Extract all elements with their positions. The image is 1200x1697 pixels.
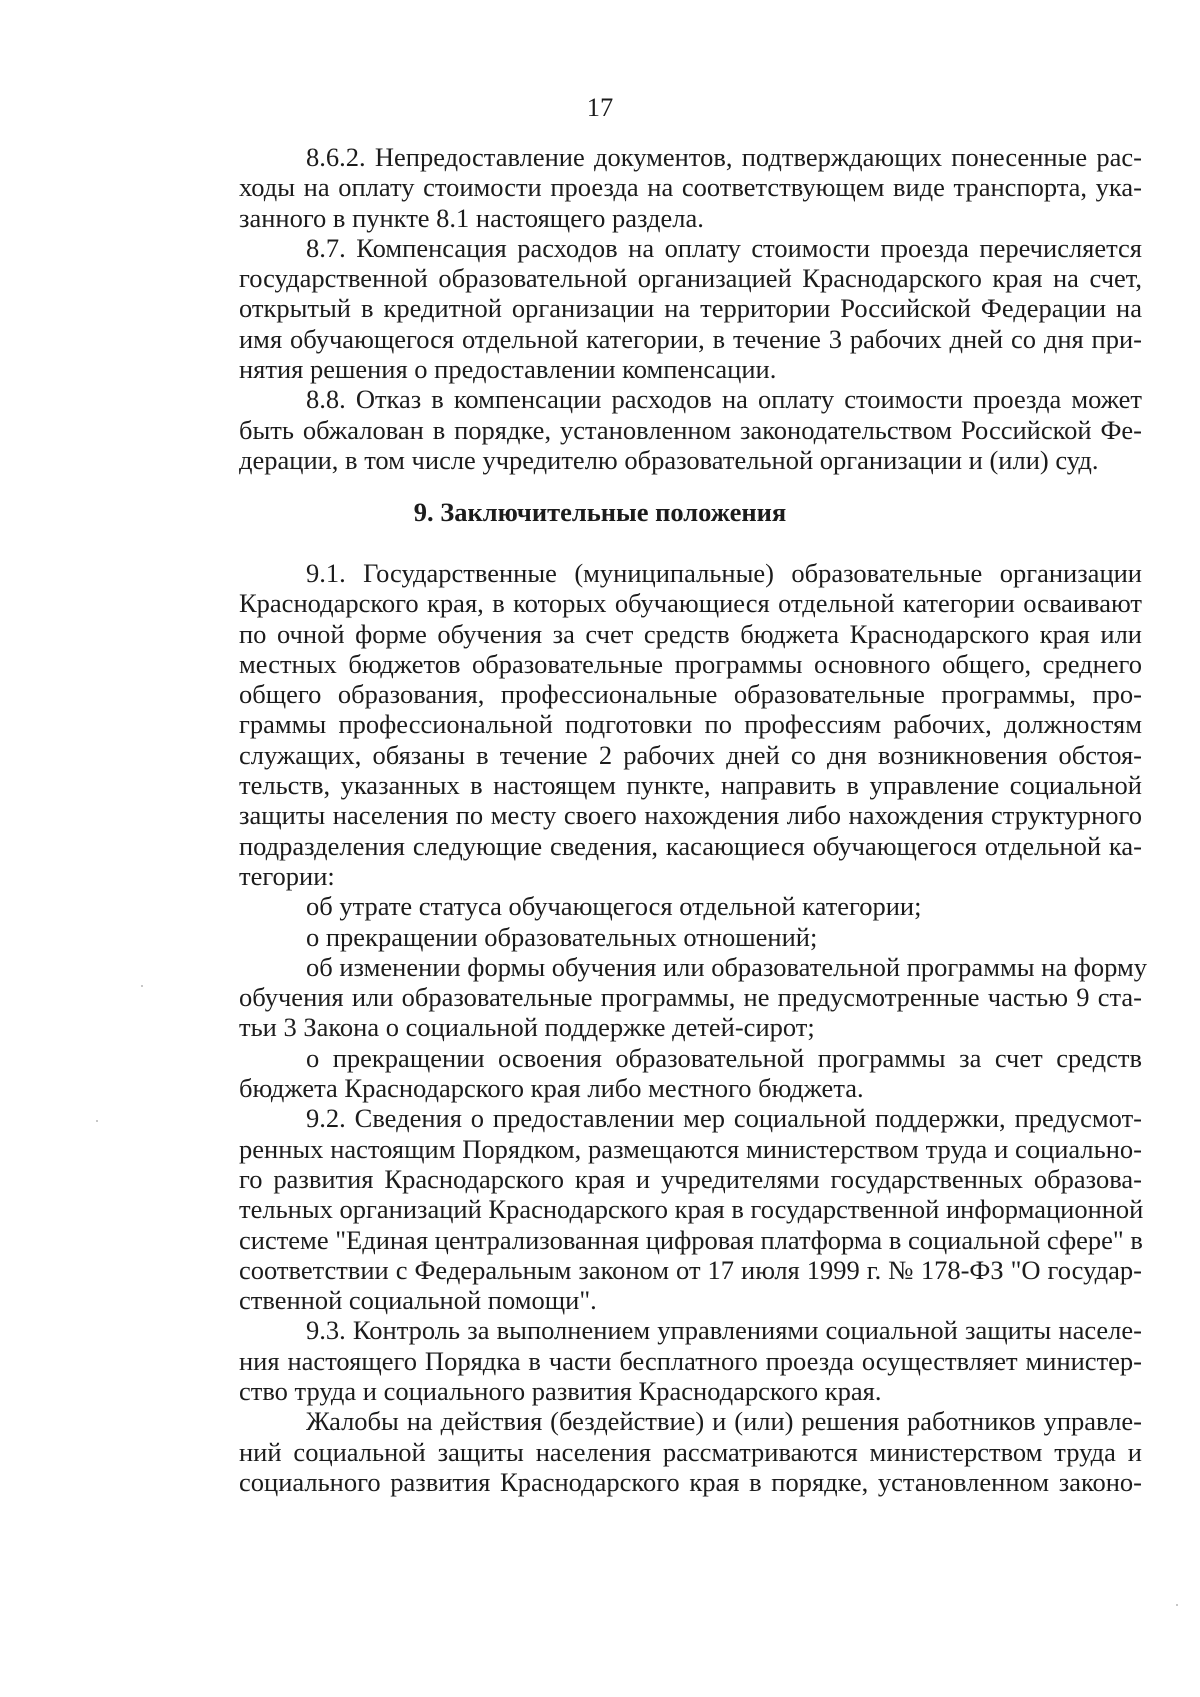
text-line: ний социальной защиты населения рассматриваются министерством труда и xyxy=(239,1436,1142,1467)
paragraph-8-8 xyxy=(172,384,1142,475)
text-line: тельных организаций Краснодарского края в государственной информационной xyxy=(239,1194,1144,1225)
text-line: ренных настоящим Порядком, размещаются министерством труда и социально- xyxy=(239,1133,1142,1164)
text-line: о прекращении образовательных отношений; xyxy=(306,921,818,952)
text-line: о прекращении освоения образовательной программы за счет средств xyxy=(306,1042,1142,1073)
list-item-status-loss xyxy=(172,891,1142,921)
paragraph-9-2 xyxy=(172,1103,1142,1315)
paragraph-8-7 xyxy=(172,233,1142,384)
paragraph-complaints xyxy=(172,1406,1142,1497)
text-line: ния настоящего Порядка в части бесплатного проезда осуществляет министер- xyxy=(239,1345,1142,1376)
text-line: занного в пункте 8.1 настоящего раздела. xyxy=(239,202,704,233)
text-line: соответствии с Федеральным законом от 17 июля 1999 г. № 178-ФЗ "О государ- xyxy=(239,1254,1142,1285)
text-line: об утрате статуса обучающегося отдельной категории; xyxy=(306,891,922,922)
text-line: быть обжалован в порядке, установленном законодательством Российской Фе- xyxy=(239,414,1142,445)
paragraph-9-3 xyxy=(172,1315,1142,1406)
text-line: 8.8. Отказ в компенсации расходов на оплату стоимости проезда может xyxy=(306,384,1142,415)
text-line: 9.3. Контроль за выполнением управлениями социальной защиты населе- xyxy=(306,1315,1142,1346)
page-number: 17 xyxy=(586,92,614,122)
paragraph-8-6-2 xyxy=(172,142,1142,233)
list-item-program-stop xyxy=(172,1043,1142,1104)
scan-speck xyxy=(96,1120,98,1122)
scan-speck xyxy=(1176,1604,1178,1606)
text-line: тельств, указанных в настоящем пункте, направить в управление социальной xyxy=(239,770,1142,801)
text-line: бюджета Краснодарского края либо местного бюджета. xyxy=(239,1073,864,1104)
text-line: служащих, обязаны в течение 2 рабочих дней со дня возникновения обстоя- xyxy=(239,739,1142,770)
text-line: ходы на оплату стоимости проезда на соответствующем виде транспорта, ука- xyxy=(239,172,1142,203)
section-9-heading: 9. Заключительные положения xyxy=(413,497,787,527)
text-line: по очной форме обучения за счет средств бюджета Краснодарского края или xyxy=(239,618,1142,649)
text-line: имя обучающегося отдельной категории, в течение 3 рабочих дней со дня при- xyxy=(239,323,1142,354)
paragraph-9-1 xyxy=(172,558,1142,891)
text-line: Краснодарского края, в которых обучающиеся отдельной категории осваивают xyxy=(239,588,1142,619)
text-line: общего образования, профессиональные образовательные программы, про- xyxy=(239,679,1142,710)
section-8-continued xyxy=(172,142,1142,475)
text-line: системе "Единая централизованная цифровая платформа в социальной сфере" в xyxy=(239,1224,1143,1255)
text-line: государственной образовательной организацией Краснодарского края на счет, xyxy=(239,263,1142,294)
list-item-termination xyxy=(172,922,1142,952)
section-9-body xyxy=(172,558,1148,1497)
text-line: 9.1. Государственные (муниципальные) образовательные организации xyxy=(306,558,1142,588)
text-line: нятия решения о предоставлении компенсации. xyxy=(239,354,777,385)
text-line: ственной социальной помощи". xyxy=(239,1285,597,1316)
text-line: 8.6.2. Непредоставление документов, подтверждающих понесенные рас- xyxy=(306,142,1142,172)
text-line: открытый в кредитной организации на территории Российской Федерации на xyxy=(239,293,1142,324)
text-line: дерации, в том числе учредителю образовательной организации и (или) суд. xyxy=(239,444,1099,475)
text-line: местных бюджетов образовательные программы основного общего, среднего xyxy=(239,648,1142,679)
list-item-form-change xyxy=(172,951,1148,1043)
text-line: обучения или образовательные программы, не предусмотренные частью 9 ста- xyxy=(239,982,1142,1013)
text-line: социального развития Краснодарского края в порядке, установленном законо- xyxy=(239,1466,1142,1497)
text-line: защиты населения по месту своего нахождения либо нахождения структурного xyxy=(239,800,1142,831)
text-line: 9.2. Сведения о предоставлении мер социальной поддержки, предусмот- xyxy=(306,1103,1142,1134)
text-line: подразделения следующие сведения, касающиеся обучающегося отдельной ка- xyxy=(239,830,1142,861)
text-line: Жалобы на действия (бездействие) и (или) решения работников управле- xyxy=(306,1406,1142,1437)
text-line: об изменении формы обучения или образовательной программы на форму xyxy=(306,951,1148,982)
text-line: го развития Краснодарского края и учредителями государственных образова- xyxy=(239,1163,1142,1194)
scan-speck xyxy=(141,985,143,987)
text-line: 8.7. Компенсация расходов на оплату стоимости проезда перечисляется xyxy=(306,232,1142,263)
text-line: ство труда и социального развития Краснодарского края. xyxy=(239,1376,882,1407)
text-line: граммы профессиональной подготовки по профессиям рабочих, должностям xyxy=(239,709,1142,740)
text-line: тегории: xyxy=(239,860,335,891)
text-line: тьи 3 Закона о социальной поддержке детей-сирот; xyxy=(239,1012,815,1043)
